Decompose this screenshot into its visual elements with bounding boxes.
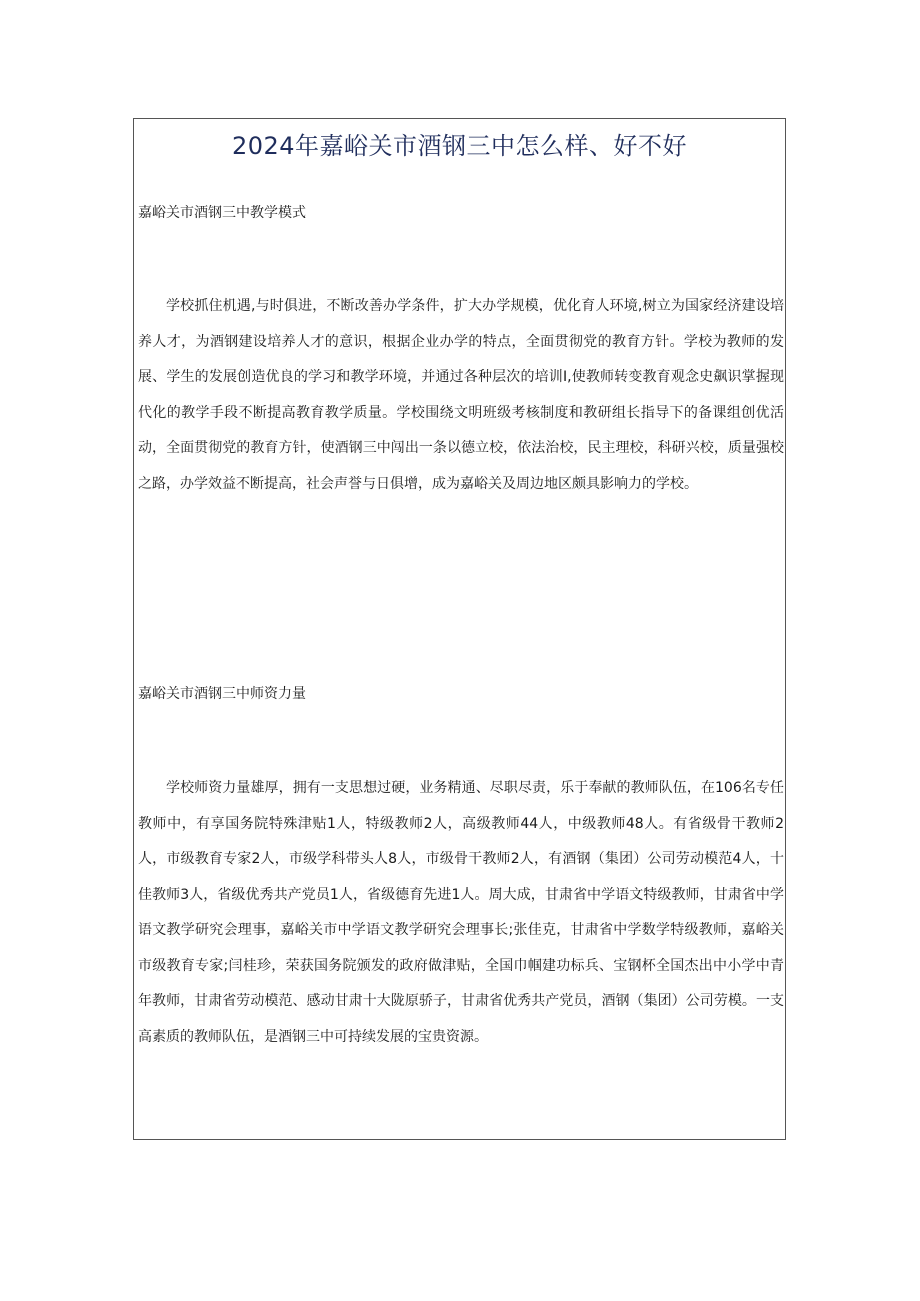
section-heading-faculty: 嘉峪关市酒钢三中师资力量 — [138, 686, 306, 702]
section-heading-teaching-mode: 嘉峪关市酒钢三中教学模式 — [138, 205, 306, 221]
section-paragraph-faculty: 学校师资力量雄厚，拥有一支思想过硬，业务精通、尽职尽责，乐于奉献的教师队伍，在106名专任教师中，有享国务院特殊津贴1人，特级教师2人，高级教师44人，中级教师48人。有省级骨干教师2人，市级教育专家2人，市级学科带头人8人，市级骨干教师2人，有酒钢（集团）公司劳动模范4人，十佳教师3人，省级优秀共产党员1人，省级德育先进1人。周大成，甘肃省中学语文特级教师，甘肃省中学语文教学研究会理事，嘉峪关市中学语文教学研究会理事长;张佳克，甘肃省中学数学特级教师，嘉峪关市级教育专家;闫桂珍，荣获国务院颁发的政府做津贴，全国巾帼建功标兵、宝钢杯全国杰出中小学中青年教师，甘肃省劳动模范、感动甘肃十大陇原骄子，甘肃省优秀共产党员，酒钢（集团）公司劳模。一支高素质的教师队伍，是酒钢三中可持续发展的宝贵资源。 — [138, 780, 784, 1045]
page-title: 2024年嘉峪关市酒钢三中怎么样、好不好 — [231, 132, 688, 160]
section-paragraph-teaching-mode: 学校抓住机遇,与时俱进，不断改善办学条件，扩大办学规模，优化育人环境,树立为国家经济建设培养人才，为酒钢建设培养人才的意识，根据企业办学的特点，全面贯彻党的教育方针。学校为教师的发展、学生的发展创造优良的学习和教学环境，并通过各种层次的培训I,使教师转变教育观念史飙识掌握现代化的教学手段不断提高教育教学质量。学校围绕文明班级考核制度和教研组长指导下的备课组创优活动，全面贯彻党的教育方针，使酒钢三中闯出一条以德立校，依法治校，民主理校，科研兴校，质量强校之路，办学效益不断提高，社会声誉与日俱增，成为嘉峪关及周边地区颇具影响力的学校。 — [138, 298, 784, 492]
document-frame — [133, 118, 786, 1140]
